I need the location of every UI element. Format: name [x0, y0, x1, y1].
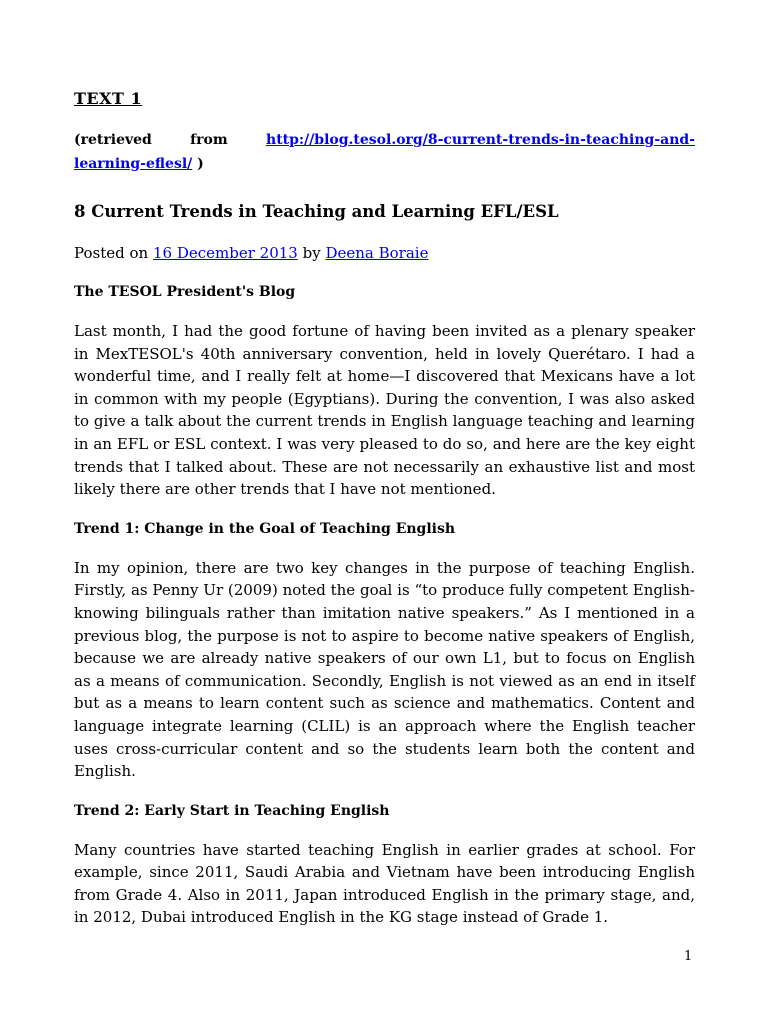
- retrieved-prefix: (retrieved from: [74, 132, 228, 148]
- retrieved-line: [74, 128, 695, 176]
- blog-name: The TESOL President's Blog: [74, 284, 296, 300]
- trend2-heading: Trend 2: Early Start in Teaching English: [74, 802, 390, 819]
- text-label: TEXT 1: [74, 89, 143, 108]
- retrieved-suffix: ): [197, 156, 204, 172]
- article-title: 8 Current Trends in Teaching and Learning EFL/ESL: [74, 202, 559, 221]
- posted-prefix: Posted on: [74, 244, 149, 262]
- document-page: [74, 88, 695, 947]
- posted-by: by: [302, 244, 321, 262]
- page-number: 1: [684, 949, 693, 964]
- trend1-paragraph: In my opinion, there are two key changes in the purpose of teaching English. Firstly, as Penny Ur (2009) noted the goal is “to produce fully competent English-knowing bilinguals rather than imitation native speakers.” As I mentioned in a previous blog, the purpose is not to aspire to become native speakers of English, because we are already native speakers of our own L1, but to focus on English as a means of communication. Secondly, English is not viewed as an end in itself but as a means to learn content such as science and mathematics. Content and language integrate learning (CLIL) is an approach where the English teacher uses cross-curricular content and so the students learn both the content and English.: [74, 558, 695, 781]
- posted-date-link[interactable]: 16 December 2013: [152, 244, 298, 262]
- trend1-heading: Trend 1: Change in the Goal of Teaching English: [74, 520, 456, 537]
- post-meta: [74, 242, 695, 264]
- trend2-paragraph: Many countries have started teaching English in earlier grades at school. For example, since 2011, Saudi Arabia and Vietnam have been introducing English from Grade 4. Also in 2011, Japan introduced English in the primary stage, and, in 2012, Dubai introduced English in the KG stage instead of Grade 1.: [74, 840, 695, 927]
- author-link[interactable]: Deena Boraie: [325, 244, 429, 262]
- intro-paragraph: Last month, I had the good fortune of having been invited as a plenary speaker in MexTESOL's 40th anniversary convention, held in lovely Querétaro. I had a wonderful time, and I really felt at home—I discovered that Mexicans have a lot in common with my people (Egyptians). During the convention, I was also asked to give a talk about the current trends in English language teaching and learning in an EFL or ESL context. I was very pleased to do so, and here are the key eight trends that I talked about. These are not necessarily an exhaustive list and most likely there are other trends that I have not mentioned.: [74, 322, 695, 499]
- source-url-link[interactable]: http://blog.tesol.org/8-current-trends-in-teaching-and-learning-eflesl/: [74, 132, 696, 172]
